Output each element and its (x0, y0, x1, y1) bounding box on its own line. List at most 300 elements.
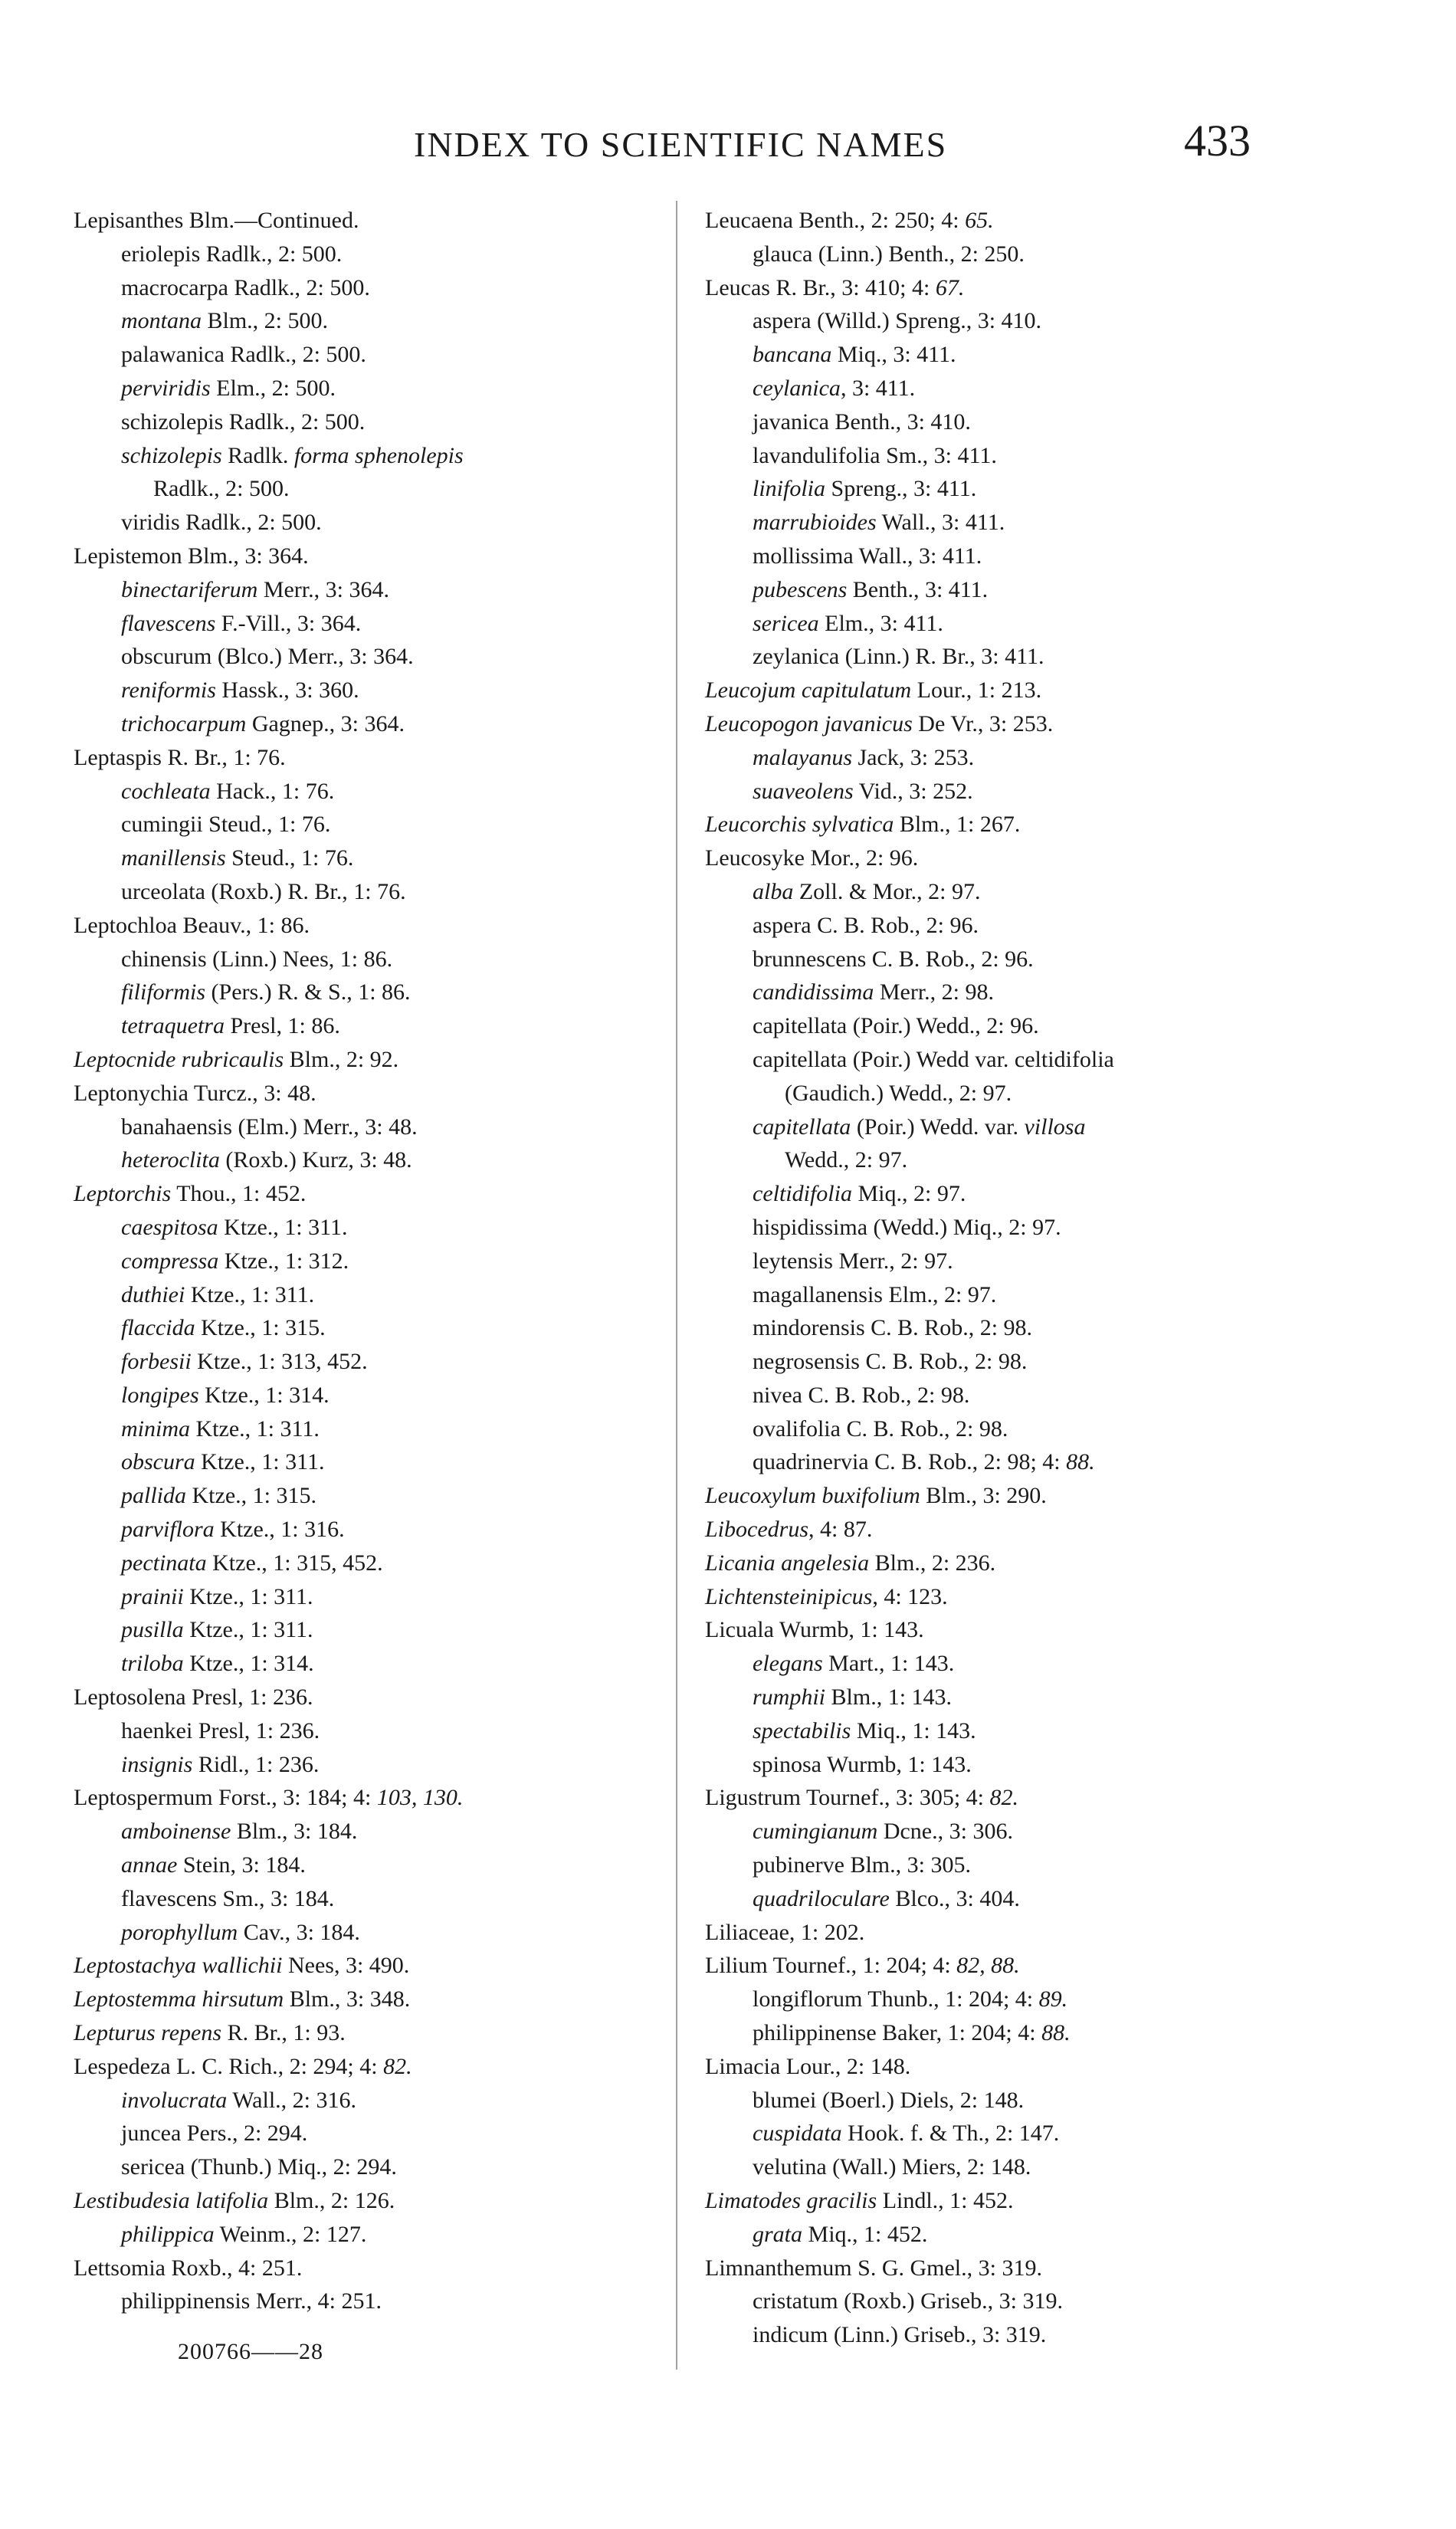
italic-text: minima (121, 1415, 190, 1442)
entry-text: Leucas R. Br., 3: 410; 4: (705, 274, 936, 300)
entry-text: capitellata (Poir.) Wedd var. celtidifolia (753, 1046, 1114, 1072)
entry-text: Ktze., 1: 311. (190, 1415, 320, 1442)
entry-text: Ridl., 1: 236. (192, 1751, 320, 1777)
entry-text: urceolata (Roxb.) R. Br., 1: 76. (121, 878, 406, 904)
italic-text: filiformis (121, 979, 206, 1005)
index-subentry (74, 1412, 671, 1446)
index-subentry (705, 1815, 1364, 1848)
entry-text: Ktze., 1: 311. (183, 1583, 313, 1609)
entry-text: Miq., 1: 452. (802, 2221, 928, 2247)
entry-text: pubinerve Blm., 3: 305. (753, 1852, 971, 1878)
italic-text: manillensis (121, 845, 226, 871)
italic-text: heteroclita (121, 1147, 220, 1173)
index-subentry (74, 1815, 671, 1848)
entry-text: leytensis Merr., 2: 97. (753, 1248, 953, 1274)
index-subentry (705, 943, 1364, 976)
index-subentry (705, 372, 1364, 405)
italic-text: Lichtensteinipicus (705, 1583, 873, 1609)
index-entry (74, 1781, 671, 1815)
italic-text: pusilla (121, 1617, 184, 1643)
index-subentry (705, 2150, 1364, 2184)
italic-text: pectinata (121, 1550, 207, 1576)
entry-text: Thou., 1: 452. (171, 1181, 307, 1207)
italic-text: annae (121, 1852, 178, 1878)
entry-text: nivea C. B. Rob., 2: 98. (753, 1382, 970, 1408)
index-subentry (74, 1245, 671, 1278)
index-subentry (705, 1245, 1364, 1278)
index-subentry (74, 640, 671, 674)
entry-text: Wall., 3: 411. (876, 510, 1005, 536)
entry-text: javanica Benth., 3: 410. (753, 408, 971, 435)
entry-text: (Roxb.) Kurz, 3: 48. (219, 1147, 412, 1173)
entry-text: Blm., 2: 500. (202, 308, 329, 334)
italic-text: cuspidata (753, 2121, 842, 2147)
entry-text: indicum (Linn.) Griseb., 3: 319. (753, 2322, 1047, 2348)
italic-text: sericea (753, 610, 819, 636)
page-header (0, 115, 1456, 176)
index-entry (705, 808, 1364, 841)
index-entry (705, 2184, 1364, 2218)
entry-text: zeylanica (Linn.) R. Br., 3: 411. (753, 644, 1044, 670)
italic-text: suaveolens (753, 778, 854, 804)
index-entry (705, 1781, 1364, 1815)
entry-text: banahaensis (Elm.) Merr., 3: 48. (121, 1114, 418, 1140)
index-subentry (705, 2117, 1364, 2150)
italic-text: 88. (1041, 2020, 1071, 2046)
italic-text: Leucorchis sylvatica (705, 812, 894, 838)
index-continuation (705, 1143, 1364, 1177)
entry-text: Blm., 2: 126. (268, 2188, 395, 2214)
entry-text: negrosensis C. B. Rob., 2: 98. (753, 1349, 1028, 1375)
entry-text: aspera (Willd.) Spreng., 3: 410. (753, 308, 1042, 334)
entry-text: Miq., 1: 143. (851, 1717, 976, 1743)
entry-text: chinensis (Linn.) Nees, 1: 86. (121, 946, 393, 972)
entry-text: Leucosyke Mor., 2: 96. (705, 845, 919, 871)
entry-text: Lepisanthes Blm.—Continued. (74, 208, 359, 233)
entry-text: Liliaceae, 1: 202. (705, 1919, 865, 1945)
italic-text: montana (121, 308, 202, 334)
italic-text: cochleata (121, 778, 211, 804)
italic-text: grata (753, 2221, 803, 2247)
index-entry (705, 674, 1364, 707)
index-entry (74, 1043, 671, 1077)
index-entry (74, 1983, 671, 2016)
index-entry (74, 2252, 671, 2285)
entry-text: Blm., 2: 236. (869, 1550, 996, 1576)
index-subentry (705, 472, 1364, 506)
entry-text: aspera C. B. Rob., 2: 96. (753, 912, 979, 938)
italic-text: parviflora (121, 1517, 215, 1543)
italic-text: Leucojum capitulatum (705, 677, 912, 704)
entry-text: juncea Pers., 2: 294. (121, 2121, 308, 2147)
italic-text: pubescens (753, 576, 848, 602)
italic-text: forbesii (121, 1349, 192, 1375)
index-subentry (74, 271, 671, 305)
entry-text: Ktze., 1: 311. (185, 1281, 315, 1307)
index-subentry (74, 1513, 671, 1547)
entry-text: Zoll. & Mor., 2: 97. (793, 878, 981, 904)
index-subentry (74, 1613, 671, 1647)
index-subentry (705, 1983, 1364, 2016)
entry-text: Lepistemon Blm., 3: 364. (74, 543, 309, 569)
page-title: INDEX TO SCIENTIFIC NAMES (414, 125, 948, 164)
entry-text: Leptosolena Presl, 1: 236. (74, 1684, 313, 1711)
italic-text: Lepturus repens (74, 2020, 222, 2046)
index-entry (74, 2184, 671, 2218)
italic-text: compressa (121, 1248, 219, 1274)
italic-text: binectariferum (121, 576, 258, 602)
italic-text: triloba (121, 1651, 184, 1677)
entry-text: blumei (Boerl.) Diels, 2: 148. (753, 2087, 1025, 2113)
index-entry (705, 841, 1364, 875)
index-subentry (74, 1916, 671, 1950)
index-subentry (74, 808, 671, 841)
entry-text: Ktze., 1: 314. (198, 1382, 330, 1408)
italic-text: linifolia (753, 476, 826, 502)
index-entry (74, 1177, 671, 1211)
italic-text: 88. (1066, 1449, 1095, 1475)
index-subentry (74, 338, 671, 372)
entry-text: Steud., 1: 76. (225, 845, 354, 871)
entry-text: cumingii Steud., 1: 76. (121, 812, 331, 838)
column-divider (676, 201, 677, 2370)
index-subentry (705, 1848, 1364, 1882)
entry-text: schizolepis Radlk., 2: 500. (121, 408, 366, 435)
entry-text: glauca (Linn.) Benth., 2: 250. (753, 241, 1025, 267)
entry-text: Benth., 3: 411. (847, 576, 989, 602)
italic-text: spectabilis (753, 1717, 851, 1743)
index-subentry (74, 439, 671, 473)
entry-text: flavescens Sm., 3: 184. (121, 1885, 335, 1911)
italic-text: Libocedrus (705, 1517, 808, 1543)
index-entry (74, 1077, 671, 1110)
index-subentry (74, 1647, 671, 1681)
index-subentry (74, 707, 671, 741)
entry-text: sericea (Thunb.) Miq., 2: 294. (121, 2154, 397, 2180)
page-number: 433 (1184, 116, 1251, 166)
index-entry (74, 204, 671, 238)
index-subentry (74, 1143, 671, 1177)
italic-text: 82. (383, 2053, 412, 2079)
index-subentry (705, 909, 1364, 943)
italic-text: caespitosa (121, 1214, 218, 1240)
entry-text: (Poir.) Wedd. var. (851, 1114, 1025, 1140)
entry-text: obscurum (Blco.) Merr., 3: 364. (121, 644, 414, 670)
index-subentry (705, 2084, 1364, 2117)
entry-text: (Gaudich.) Wedd., 2: 97. (785, 1080, 1012, 1106)
index-subentry (74, 841, 671, 875)
italic-text: Licania angelesia (705, 1550, 870, 1576)
entry-text: Lettsomia Roxb., 4: 251. (74, 2255, 303, 2281)
entry-text: Nees, 3: 490. (282, 1953, 410, 1979)
index-subentry (74, 1479, 671, 1513)
entry-text: hispidissima (Wedd.) Miq., 2: 97. (753, 1214, 1061, 1240)
entry-text: philippinensis Merr., 4: 251. (121, 2288, 382, 2314)
italic-text: Limatodes gracilis (705, 2188, 877, 2214)
index-subentry (705, 238, 1364, 271)
entry-text: Limacia Lour., 2: 148. (705, 2053, 911, 2079)
italic-text: duthiei (121, 1281, 185, 1307)
entry-text: , 4: 123. (872, 1583, 948, 1609)
entry-text: spinosa Wurmb, 1: 143. (753, 1751, 972, 1777)
index-subentry (74, 2084, 671, 2117)
italic-text: bancana (753, 342, 832, 368)
entry-text: , 4: 87. (808, 1517, 873, 1543)
index-subentry (74, 1748, 671, 1782)
italic-text: 82, 88. (956, 1953, 1020, 1979)
entry-text: Limnanthemum S. G. Gmel., 3: 319. (705, 2255, 1042, 2281)
index-subentry (74, 775, 671, 809)
entry-text: palawanica Radlk., 2: 500. (121, 342, 366, 368)
entry-text: Blm., 3: 290. (920, 1483, 1047, 1509)
entry-text: ovalifolia C. B. Rob., 2: 98. (753, 1415, 1008, 1442)
index-subentry (705, 875, 1364, 909)
index-subentry (74, 674, 671, 707)
entry-text: Blco., 3: 404. (889, 1885, 1020, 1911)
index-subentry (705, 1345, 1364, 1379)
index-continuation (74, 472, 671, 506)
italic-text: cumingianum (753, 1819, 878, 1845)
entry-text: Ktze., 1: 314. (183, 1651, 314, 1677)
index-subentry (705, 1445, 1364, 1479)
index-subentry (74, 1714, 671, 1748)
index-subentry (705, 1412, 1364, 1446)
italic-text: Leptorchis (74, 1181, 172, 1207)
index-entry (705, 1949, 1364, 1983)
entry-text: Leptochloa Beauv., 1: 86. (74, 912, 310, 938)
entry-text: Jack, 3: 253. (852, 744, 975, 770)
entry-text: viridis Radlk., 2: 500. (121, 510, 322, 536)
index-subentry (74, 1345, 671, 1379)
index-subentry (705, 1379, 1364, 1412)
entry-text: Dcne., 3: 306. (877, 1819, 1013, 1845)
entry-text: Cav., 3: 184. (238, 1919, 360, 1945)
italic-text: flavescens (121, 610, 216, 636)
index-subentry (705, 976, 1364, 1009)
italic-text: rumphii (753, 1684, 826, 1711)
entry-text: Radlk., 2: 500. (153, 476, 290, 502)
index-column-left (74, 204, 671, 2318)
index-subentry (705, 2285, 1364, 2318)
entry-text: Leucaena Benth., 2: 250; 4: (705, 208, 966, 233)
index-subentry (74, 2117, 671, 2150)
italic-text: forma sphenolepis (293, 442, 464, 468)
index-subentry (74, 1848, 671, 1882)
italic-text: candidissima (753, 979, 874, 1005)
entry-text: Ktze., 1: 315, 452. (206, 1550, 383, 1576)
index-subentry (705, 1311, 1364, 1345)
italic-text: 89. (1038, 1986, 1068, 2012)
index-subentry (74, 2218, 671, 2252)
italic-text: capitellata (753, 1114, 851, 1140)
entry-text: Lespedeza L. C. Rich., 2: 294; 4: (74, 2053, 384, 2079)
entry-text: Ktze., 1: 316. (214, 1517, 345, 1543)
index-entry (74, 909, 671, 943)
entry-text: Radlk. (221, 442, 294, 468)
italic-text: flaccida (121, 1315, 195, 1341)
index-entry (705, 204, 1364, 238)
index-subentry (74, 1110, 671, 1144)
entry-text: Spreng., 3: 411. (825, 476, 977, 502)
index-subentry (705, 405, 1364, 439)
index-entry (705, 2050, 1364, 2084)
italic-text: alba (753, 878, 794, 904)
italic-text: reniformis (121, 677, 216, 704)
index-subentry (74, 1379, 671, 1412)
italic-text: tetraquetra (121, 1013, 225, 1039)
index-entry (705, 1580, 1364, 1614)
entry-text: macrocarpa Radlk., 2: 500. (121, 274, 370, 300)
italic-text: 65. (965, 208, 994, 233)
index-subentry (74, 976, 671, 1009)
italic-text: Leptostemma hirsutum (74, 1986, 284, 2012)
entry-text: Wall., 2: 316. (227, 2087, 357, 2113)
index-entry (705, 707, 1364, 741)
index-subentry (74, 573, 671, 607)
entry-text: Leptaspis R. Br., 1: 76. (74, 744, 286, 770)
index-subentry (705, 607, 1364, 641)
entry-text: Blm., 2: 92. (284, 1046, 399, 1072)
index-entry (74, 1949, 671, 1983)
entry-text: Wedd., 2: 97. (785, 1147, 908, 1173)
entry-text: (Pers.) R. & S., 1: 86. (205, 979, 411, 1005)
entry-text: Leptonychia Turcz., 3: 48. (74, 1080, 316, 1106)
entry-text: Vid., 3: 252. (853, 778, 973, 804)
index-entry (705, 1479, 1364, 1513)
index-subentry (705, 439, 1364, 473)
index-entry (74, 2050, 671, 2084)
italic-text: insignis (121, 1751, 193, 1777)
entry-text: eriolepis Radlk., 2: 500. (121, 241, 343, 267)
entry-text: Miq., 2: 97. (851, 1181, 966, 1207)
italic-text: 67. (935, 274, 965, 300)
italic-text: elegans (753, 1651, 823, 1677)
index-subentry (705, 1278, 1364, 1312)
italic-text: Leucopogon javanicus (705, 710, 913, 736)
entry-text: Hassk., 3: 360. (215, 677, 359, 704)
entry-text: Mart., 1: 143. (822, 1651, 955, 1677)
entry-text: philippinense Baker, 1: 204; 4: (753, 2020, 1042, 2046)
entry-text: Ktze., 1: 311. (218, 1214, 348, 1240)
index-subentry (74, 238, 671, 271)
index-subentry (705, 573, 1364, 607)
index-subentry (705, 2016, 1364, 2050)
italic-text: villosa (1024, 1114, 1086, 1140)
index-entry (705, 1916, 1364, 1950)
index-subentry (705, 741, 1364, 775)
index-entry (74, 540, 671, 573)
index-subentry (705, 540, 1364, 573)
entry-text: Lindl., 1: 452. (877, 2188, 1014, 2214)
entry-text: Lour., 1: 213. (911, 677, 1042, 704)
entry-text: cristatum (Roxb.) Griseb., 3: 319. (753, 2288, 1063, 2314)
italic-text: Lestibudesia latifolia (74, 2188, 269, 2214)
entry-text: Merr., 3: 364. (257, 576, 389, 602)
entry-text: Ktze., 1: 311. (183, 1617, 313, 1643)
entry-text: De Vr., 3: 253. (912, 710, 1054, 736)
index-entry (74, 1681, 671, 1714)
italic-text: malayanus (753, 744, 852, 770)
index-entry (74, 2016, 671, 2050)
entry-text: lavandulifolia Sm., 3: 411. (753, 442, 997, 468)
printer-signature: 200766——28 (178, 2339, 323, 2364)
index-subentry (74, 2285, 671, 2318)
italic-text: ceylanica (753, 375, 841, 401)
italic-text: pallida (121, 1483, 187, 1509)
index-column-right (705, 204, 1364, 2352)
italic-text: 103, 130. (376, 1785, 464, 1811)
index-subentry (74, 607, 671, 641)
italic-text: quadriloculare (753, 1885, 890, 1911)
index-subentry (705, 1647, 1364, 1681)
entry-text: Elm., 3: 411. (818, 610, 943, 636)
index-subentry (705, 1681, 1364, 1714)
italic-text: trichocarpum (121, 710, 247, 736)
entry-text: Blm., 1: 267. (894, 812, 1021, 838)
index-subentry (74, 405, 671, 439)
index-subentry (705, 338, 1364, 372)
index-subentry (705, 2218, 1364, 2252)
index-subentry (74, 1445, 671, 1479)
entry-text: capitellata (Poir.) Wedd., 2: 96. (753, 1013, 1039, 1039)
index-entry (705, 2252, 1364, 2285)
italic-text: Leptocnide rubricaulis (74, 1046, 284, 1072)
index-subentry (74, 1211, 671, 1245)
italic-text: schizolepis (121, 442, 222, 468)
entry-text: Gagnep., 3: 364. (246, 710, 405, 736)
entry-text: Blm., 1: 143. (825, 1684, 953, 1711)
entry-text: Merr., 2: 98. (874, 979, 994, 1005)
index-subentry (74, 2150, 671, 2184)
entry-text: Hack., 1: 76. (210, 778, 335, 804)
index-subentry (705, 775, 1364, 809)
index-subentry (705, 1211, 1364, 1245)
index-subentry (705, 1110, 1364, 1144)
entry-text: Elm., 2: 500. (210, 375, 336, 401)
entry-text: F.-Vill., 3: 364. (215, 610, 362, 636)
index-subentry (74, 304, 671, 338)
entry-text: Ktze., 1: 311. (195, 1449, 325, 1475)
index-subentry (74, 1882, 671, 1916)
italic-text: involucrata (121, 2087, 228, 2113)
entry-text: Ktze., 1: 315. (195, 1315, 326, 1341)
index-subentry (705, 1043, 1364, 1077)
index-subentry (74, 943, 671, 976)
entry-text: Presl, 1: 86. (225, 1013, 340, 1039)
index-subentry (74, 1009, 671, 1043)
entry-text: velutina (Wall.) Miers, 2: 148. (753, 2154, 1031, 2180)
index-subentry (74, 1311, 671, 1345)
entry-text: haenkei Presl, 1: 236. (121, 1717, 320, 1743)
entry-text: Hook. f. & Th., 2: 147. (841, 2121, 1060, 2147)
italic-text: marrubioides (753, 510, 877, 536)
italic-text: Leptostachya wallichii (74, 1953, 283, 1979)
italic-text: amboinense (121, 1819, 231, 1845)
italic-text: philippica (121, 2221, 215, 2247)
index-subentry (705, 1177, 1364, 1211)
entry-text: Ligustrum Tournef., 3: 305; 4: (705, 1785, 990, 1811)
entry-text: magallanensis Elm., 2: 97. (753, 1281, 997, 1307)
index-subentry (705, 1714, 1364, 1748)
entry-text: longiflorum Thunb., 1: 204; 4: (753, 1986, 1039, 2012)
entry-text: Ktze., 1: 315. (186, 1483, 316, 1509)
entry-text: Ktze., 1: 313, 452. (191, 1349, 368, 1375)
index-entry (705, 1513, 1364, 1547)
index-subentry (74, 1547, 671, 1580)
index-entry (705, 271, 1364, 305)
index-subentry (74, 506, 671, 540)
entry-text: Licuala Wurmb, 1: 143. (705, 1617, 924, 1643)
